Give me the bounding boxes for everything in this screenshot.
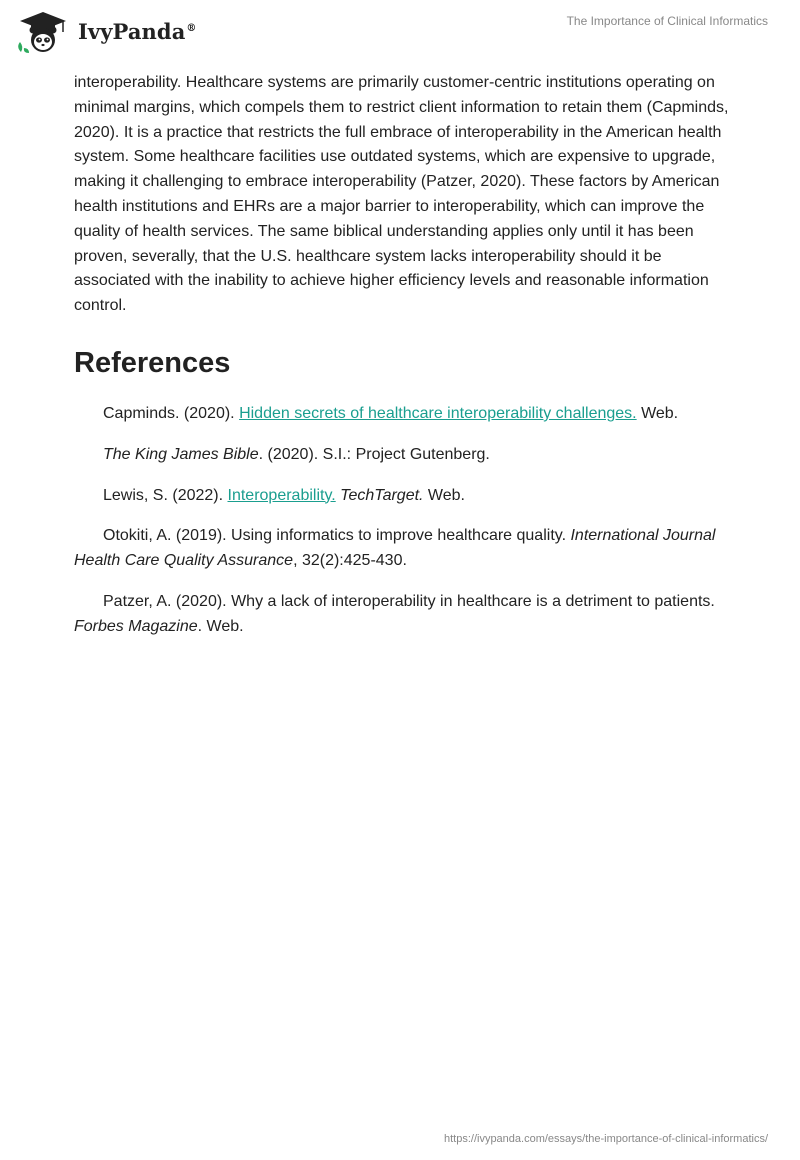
reference-item: Lewis, S. (2022). Interoperability. TechTarget. Web. [103,486,465,504]
essay-content [74,71,734,656]
body-paragraph: interoperability. Healthcare systems are primarily customer-centric institutions operating on minimal margins, which compels them to restrict client information to retain them (Capminds, 2020). It is a practice that restricts the full embrace of interoperability in the American health system. Some healthcare facilities use outdated systems, which are expensive to upgrade, making it challenging to embrace interoperability (Patzer, 2020). These factors by American health institutions and EHRs are a major barrier to interoperability, which can improve the quality of health services. The same biblical understanding applies only until it has been proven, severally, that the U.S. healthcare system lacks interoperability should it be associated with the inability to achieve higher efficiency levels and reasonable information control. [74,74,729,315]
reference-link-capminds[interactable]: Hidden secrets of healthcare interoperability challenges. [239,404,637,422]
reference-item: Otokiti, A. (2019). Using informatics to improve healthcare quality. International Journal Health Care Quality Assurance, 32(2):425-430. [74,527,716,570]
page-header [0,0,800,64]
reference-item: The King James Bible. (2020). S.I.: Project Gutenberg. [103,445,490,463]
panda-graduate-icon [14,8,72,54]
footer-url[interactable]: https://ivypanda.com/essays/the-importance-of-clinical-informatics/ [443,1133,768,1145]
document-title: The Importance of Clinical Informatics [566,14,768,28]
brand-name: IvyPanda® [78,18,197,44]
reference-link-interoperability[interactable]: Interoperability. [227,486,336,504]
references-heading: References [74,346,231,379]
ivypanda-logo[interactable] [14,8,197,54]
reference-item: Patzer, A. (2020). Why a lack of interoperability in healthcare is a detriment to patients. Forbes Magazine. Web. [74,592,715,635]
reference-item: Capminds. (2020). Hidden secrets of healthcare interoperability challenges. Web. [103,404,679,422]
